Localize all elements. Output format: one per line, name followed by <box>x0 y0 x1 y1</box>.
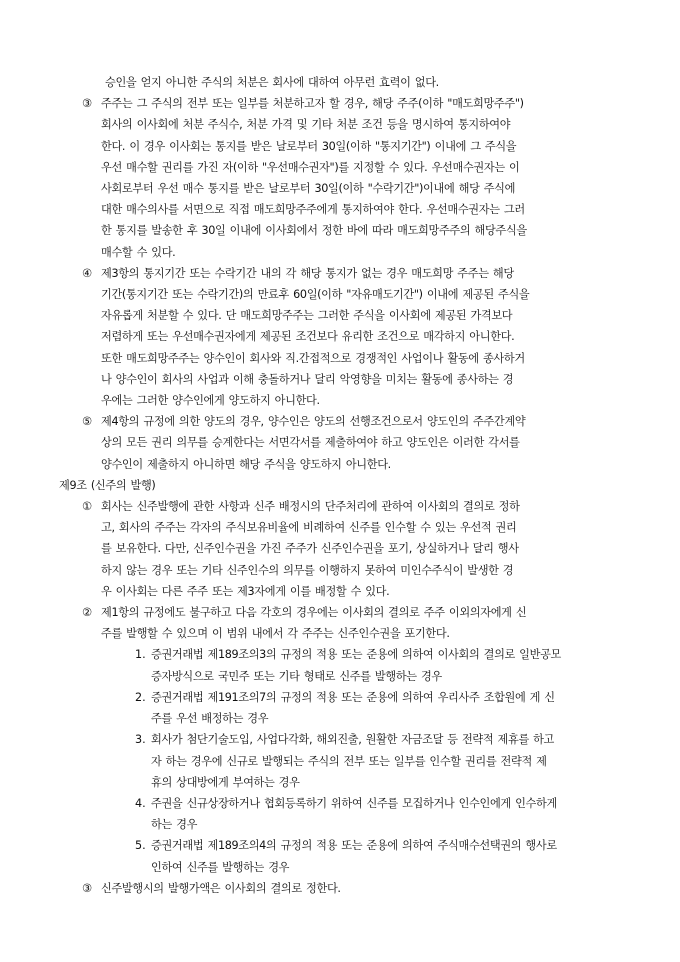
text-line: 주주는 그 주식의 전부 또는 일부를 처분하고자 할 경우, 해당 주주(이하 "매도희망주주") <box>101 97 524 111</box>
text-line: 나 양수인이 회사의 사업과 이해 충돌하거나 달리 악영향을 미치는 활동에 종사하는 경 <box>101 372 514 386</box>
text-line: 고, 회사의 주주는 각자의 주식보유비율에 비례하여 신주를 인수할 수 있는 우선적 권리 <box>101 521 517 535</box>
text-line: 우에는 그러한 양수인에게 양도하지 아니한다. <box>101 394 320 408</box>
text-line: 증권거래법 제189조의3의 규정의 적용 또는 준용에 의하여 이사회의 결의로 일반공모 <box>151 648 562 662</box>
numbered-paragraph <box>0 93 680 263</box>
text-line: 주권을 신규상장하거나 협회등록하기 위하여 신주를 모집하거나 인수인에게 인수하게 <box>151 796 557 810</box>
text-line: 한 통지를 발송한 후 30일 이내에 이사회에서 정한 바에 따라 매도희망주주의 해당주식을 <box>101 224 527 238</box>
text-line: 하는 경우 <box>151 818 198 832</box>
text-line: 매수할 수 있다. <box>101 245 176 259</box>
paragraph-marker: ② <box>82 606 93 620</box>
text-line: 증자방식으로 국민주 또는 기타 형태로 신주를 발행하는 경우 <box>151 669 442 683</box>
paragraph-body <box>0 263 680 411</box>
document-page <box>0 72 680 899</box>
text-line: 저렴하게 또는 우선매수권자에게 제공된 조건보다 유리한 조건으로 매각하지 아니한다. <box>101 330 515 344</box>
clause-item <box>0 729 680 793</box>
paragraph-marker: 2. <box>135 690 146 704</box>
paragraph-marker: ① <box>82 500 93 514</box>
text-line: 자 하는 경우에 신규로 발행되는 주식의 전부 또는 일부를 인수할 권리를 전략적 제 <box>151 754 547 768</box>
text-line: 휴의 상대방에게 부여하는 경우 <box>151 775 300 789</box>
text-line: 대한 매수의사를 서면으로 직접 매도희망주주에게 통지하여야 한다. 우선매수권자는 그러 <box>101 203 525 217</box>
text-line: 주를 발행할 수 있으며 이 범위 내에서 각 주주는 신주인수권을 포기한다. <box>101 627 450 641</box>
paragraph-body <box>0 93 680 263</box>
paragraph-body <box>0 687 680 729</box>
text-line: 한다. 이 경우 이사회는 통지를 받은 날로부터 30일(이하 "통지기간") 이내에 그 주식을 <box>101 139 517 153</box>
text-line: 양수인이 제출하지 아니하면 해당 주식을 양도하지 아니한다. <box>101 457 391 471</box>
paragraph-body <box>0 729 680 793</box>
text-line: 신주발행시의 발행가액은 이사회의 결의로 정한다. <box>101 881 341 895</box>
text-line: 하지 않는 경우 또는 기타 신주인수의 의무를 이행하지 못하여 미인수주식이 발생한 경 <box>101 563 514 577</box>
text-line: 기간(통지기간 또는 수락기간)의 만료후 60일(이하 "자유매도기간") 이내에 제공된 주식을 <box>101 288 530 302</box>
text-line: 회사는 신주발행에 관한 사항과 신주 배정시의 단주처리에 관하여 이사회의 결의로 정하 <box>101 500 520 514</box>
continuation-text <box>0 72 680 93</box>
article8-paragraphs <box>0 93 680 475</box>
article9-clause-items <box>0 644 680 877</box>
text-line: 우선 매수할 권리를 가진 자(이하 "우선매수권자")를 지정할 수 있다. 우선매수권자는 이 <box>101 160 520 174</box>
paragraph-body <box>0 602 680 644</box>
text-line: 증권거래법 제191조의7의 규정의 적용 또는 준용에 의하여 우리사주 조합원에 게 신 <box>151 690 555 704</box>
paragraph-marker: 5. <box>135 839 146 853</box>
numbered-paragraph <box>0 411 680 475</box>
text-line: 제3항의 통지기간 또는 수락기간 내의 각 해당 통지가 없는 경우 매도희망 주주는 해당 <box>101 266 514 280</box>
text-line: 제1항의 규정에도 불구하고 다음 각호의 경우에는 이사회의 결의로 주주 이외의자에게 신 <box>101 606 527 620</box>
article-heading: 제9조 (신주의 발행) <box>59 478 156 492</box>
text-line: 자유롭게 처분할 수 있다. 단 매도희망주주는 그러한 주식을 이사회에 제공된 가격보다 <box>101 309 513 323</box>
clause-item <box>0 793 680 835</box>
paragraph-body <box>0 644 680 686</box>
text-line: 사회로부터 우선 매수 통지를 받은 날로부터 30일(이하 "수락기간")이내에 해당 주식에 <box>101 182 516 196</box>
text-line: 주를 우선 배정하는 경우 <box>151 712 269 726</box>
paragraph-marker: ④ <box>82 266 93 280</box>
text-line: 승인을 얻지 아니한 주식의 처분은 회사에 대하여 아무런 효력이 없다. <box>105 76 439 89</box>
paragraph-body <box>0 793 680 835</box>
clause-item <box>0 644 680 686</box>
paragraph-body <box>0 878 680 899</box>
text-line: 우 이사회는 다른 주주 또는 제3자에게 이를 배정할 수 있다. <box>101 584 390 598</box>
paragraph-marker: ③ <box>82 881 93 895</box>
text-line: 를 보유한다. 다만, 신주인수권을 가진 주주가 신주인수권을 포기, 상실하거나 달리 행사 <box>101 542 519 556</box>
article9-paragraphs <box>0 496 680 644</box>
paragraph-marker: ③ <box>82 97 93 111</box>
article9-final-paragraph <box>0 878 680 899</box>
numbered-paragraph <box>0 496 680 602</box>
text-line: 회사의 이사회에 처분 주식수, 처분 가격 및 기타 처분 조건 등을 명시하여 통지하여야 <box>101 118 511 132</box>
paragraph-body <box>0 411 680 475</box>
numbered-paragraph <box>0 602 680 644</box>
paragraph-marker: 4. <box>135 796 146 810</box>
clause-item <box>0 687 680 729</box>
text-line: 회사가 첨단기술도입, 사업다각화, 해외진출, 원활한 자금조달 등 전략적 제휴를 하고 <box>151 733 555 747</box>
paragraph-body <box>0 835 680 877</box>
text-line: 인하여 신주를 발행하는 경우 <box>151 860 290 874</box>
clause-item <box>0 835 680 877</box>
paragraph-marker: 1. <box>135 648 146 662</box>
paragraph-marker: 3. <box>135 733 146 747</box>
text-line: 또한 매도희망주주는 양수인이 회사와 직.간접적으로 경쟁적인 사업이나 활동에 종사하거 <box>101 351 525 365</box>
text-line: 증권거래법 제189조의4의 규정의 적용 또는 준용에 의하여 주식매수선택권의 행사로 <box>151 839 557 853</box>
numbered-paragraph <box>0 878 680 899</box>
paragraph-body <box>0 496 680 602</box>
numbered-paragraph <box>0 263 680 411</box>
text-line: 제4항의 규정에 의한 양도의 경우, 양수인은 양도의 선행조건으로서 양도인의 주주간계약 <box>101 415 526 429</box>
paragraph-marker: ⑤ <box>82 415 93 429</box>
text-line: 상의 모든 권리 의무를 승계한다는 서면각서를 제출하여야 하고 양도인은 이러한 각서를 <box>101 436 520 450</box>
